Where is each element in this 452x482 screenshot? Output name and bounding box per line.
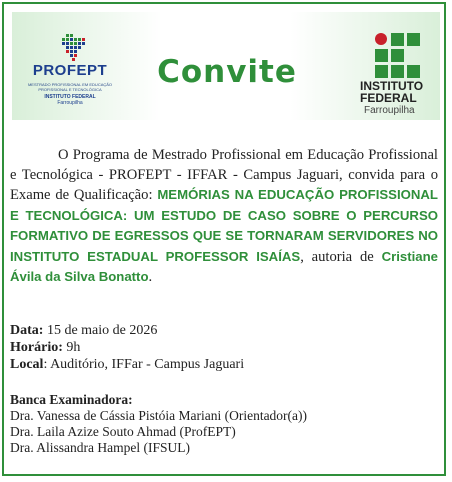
event-details: [10, 322, 438, 373]
institute-campus: Farroupilha: [364, 105, 415, 116]
examining-committee: [10, 392, 438, 456]
thesis-title: MEMÓRIAS NA EDUCAÇÃO PROFISSIONAL E TECNOLÓGICA: UM ESTUDO DE CASO SOBRE O PERCURSO FORMATIVO DE EGRESSOS QUE SE TORNARAM SERVIDORES NO INSTITUTO ESTADUAL PROFESSOR ISAÍAS: [10, 187, 438, 264]
committee-member: Dra. Alissandra Hampel (IFSUL): [10, 440, 190, 455]
invitation-paragraph: [10, 146, 438, 288]
institute-grid-icon: [374, 32, 422, 78]
institute-name-line1: INSTITUTO: [360, 79, 424, 93]
time-line: [10, 339, 438, 356]
brazil-map-icon: [52, 32, 92, 62]
page-title: Convite: [157, 54, 297, 90]
location-label: Local: [10, 357, 44, 372]
profept-institution: INSTITUTO FEDERAL: [44, 94, 96, 100]
invitation-body: [10, 146, 438, 288]
time-label: Horário:: [10, 340, 63, 355]
date-label: Data:: [10, 323, 44, 338]
committee-member: Dra. Laila Azize Souto Ahmad (ProfEPT): [10, 424, 236, 439]
location-value: : Auditório, IFFar - Campus Jaguari: [43, 357, 245, 372]
author-prefix: , autoria de: [300, 248, 382, 265]
author-name: Cristiane Ávila da Silva Bonatto: [10, 248, 438, 284]
location-line: [10, 356, 438, 373]
committee-label: [10, 392, 438, 408]
institute-logo: [360, 32, 440, 118]
time-value: 9h: [62, 340, 81, 355]
committee-member: Dra. Vanessa de Cássia Pistóia Mariani (Orientador(a)): [10, 408, 308, 423]
profept-wordmark: PROFEPT: [32, 62, 108, 79]
date-value: 15 de maio de 2026: [43, 323, 158, 338]
header-banner: [12, 12, 440, 120]
paragraph-end: .: [148, 269, 153, 285]
profept-logo: [24, 32, 116, 112]
invitation-intro: O Programa de Mestrado Profissional em Educação Profissional e Tecnológica - PROFEPT - IFFAR - Campus Jaguari, convida para o Exame de Qualificação:: [10, 147, 438, 203]
date-line: [10, 322, 438, 339]
committee-label-text: Banca Examinadora:: [10, 392, 133, 407]
institute-name-line2: FEDERAL: [360, 91, 417, 105]
profept-subtitle: MESTRADO PROFISSIONAL EM EDUCAÇÃO PROFISSIONAL E TECNOLÓGICA: [27, 82, 113, 92]
profept-campus: Farroupilha: [57, 100, 83, 106]
